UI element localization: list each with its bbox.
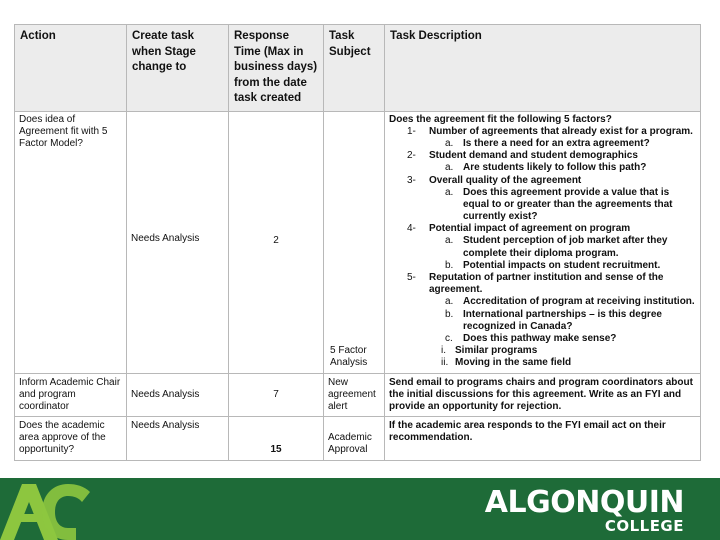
factor-number: 5-	[407, 272, 416, 284]
row1-subject-text: 5 Factor Analysis	[330, 345, 368, 369]
header-task-subject: Task Subject	[324, 25, 385, 112]
pathway-text: Similar programs	[455, 345, 538, 357]
brand-name: ALGONQUIN	[484, 485, 684, 520]
factor-subitem	[445, 162, 696, 174]
row2-description: Send email to programs chairs and program coordinators about the initial discussions for this agreement. Write as an FYI and provide an opportunity for rejection.	[385, 373, 701, 417]
subitem-letter: a.	[445, 235, 454, 247]
factor-sublist	[445, 296, 696, 345]
pathway-number: i.	[441, 345, 446, 357]
ac-logo-icon	[0, 478, 90, 540]
factor-subitem	[445, 187, 696, 224]
factor-subitem	[445, 235, 696, 259]
factor-text: Student demand and student demographics	[429, 150, 638, 162]
factor-sublist	[445, 138, 696, 150]
subitem-letter: a.	[445, 137, 454, 149]
subitem-letter: c.	[445, 332, 453, 344]
subitem-text: Is there a need for an extra agreement?	[463, 137, 650, 149]
subitem-letter: b.	[445, 259, 454, 271]
subitem-letter: a.	[445, 296, 454, 308]
factor-item	[407, 272, 696, 370]
factor-text: Potential impact of agreement on program	[429, 223, 631, 235]
row2-action: Inform Academic Chair and program coordinator	[15, 373, 127, 417]
pathway-sublist	[441, 345, 696, 369]
row3-action: Does the academic area approve of the opportunity?	[15, 417, 127, 461]
factor-list	[407, 126, 696, 370]
row3-subject	[324, 417, 385, 461]
header-task-description: Task Description	[385, 25, 701, 112]
subitem-text: International partnerships – is this degree recognized in Canada?	[463, 308, 662, 332]
row3-stage	[127, 417, 229, 461]
pathway-item	[441, 345, 696, 357]
row3-days	[229, 417, 324, 461]
task-table	[14, 24, 701, 461]
header-create-task: Create task when Stage change to	[127, 25, 229, 112]
row1-description	[385, 111, 701, 373]
subitem-letter: a.	[445, 186, 454, 198]
factor-sublist	[445, 235, 696, 272]
subitem-text: Does this agreement provide a value that is equal to or greater than the agreements that currently exist?	[463, 186, 673, 223]
factor-text: Overall quality of the agreement	[429, 174, 582, 186]
subitem-text: Student perception of job market after they complete their diploma program.	[463, 235, 668, 259]
factor-subitem	[445, 333, 696, 345]
brand-wordmark	[484, 485, 684, 535]
brand-subtitle: COLLEGE	[604, 517, 684, 535]
row1-intro: Does the agreement fit the following 5 factors?	[389, 113, 612, 125]
row1-days-text: 2	[273, 235, 279, 247]
table-row	[15, 111, 701, 373]
row1-action: Does idea of Agreement fit with 5 Factor Model?	[15, 111, 127, 373]
subitem-letter: b.	[445, 308, 454, 320]
row2-days-text: 7	[273, 388, 279, 400]
factor-number: 2-	[407, 150, 416, 162]
row3-stage-text: Needs Analysis	[131, 420, 200, 432]
pathway-text: Moving in the same field	[455, 357, 572, 369]
row1-stage	[127, 111, 229, 373]
row2-stage-text: Needs Analysis	[131, 388, 200, 400]
header-action: Action	[15, 25, 127, 112]
footer-bar	[0, 478, 720, 540]
row2-stage	[127, 373, 229, 417]
row1-days	[229, 111, 324, 373]
factor-number: 4-	[407, 223, 416, 235]
subitem-letter: a.	[445, 162, 454, 174]
row2-subject: New agreement alert	[324, 373, 385, 417]
table-row	[15, 373, 701, 417]
subitem-text: Are students likely to follow this path?	[463, 162, 647, 174]
factor-subitem	[445, 296, 696, 308]
task-table-container	[14, 24, 700, 461]
table-row	[15, 417, 701, 461]
pathway-item	[441, 357, 696, 369]
header-row	[15, 25, 701, 112]
pathway-number: ii.	[441, 357, 449, 369]
row3-description: If the academic area responds to the FYI email act on their recommendation.	[385, 417, 701, 461]
factor-item	[407, 175, 696, 224]
subitem-text: Accreditation of program at receiving institution.	[463, 296, 695, 308]
factor-item	[407, 126, 696, 150]
factor-sublist	[445, 187, 696, 224]
subitem-text: Potential impacts on student recruitment.	[463, 259, 661, 271]
factor-subitem	[445, 138, 696, 150]
factor-sublist	[445, 162, 696, 174]
row3-days-text: 15	[270, 444, 282, 456]
factor-number: 3-	[407, 174, 416, 186]
header-response-time: Response Time (Max in business days) from the date task created	[229, 25, 324, 112]
factor-text: Number of agreements that already exist for a program.	[429, 125, 693, 137]
factor-subitem	[445, 309, 696, 333]
row3-subject-text: Academic Approval	[328, 432, 372, 456]
factor-text: Reputation of partner institution and sense of the agreement.	[429, 272, 664, 296]
row1-subject	[324, 111, 385, 373]
factor-subitem	[445, 260, 696, 272]
factor-item	[407, 223, 696, 272]
factor-item	[407, 150, 696, 174]
subitem-text: Does this pathway make sense?	[463, 332, 617, 344]
row1-stage-text: Needs Analysis	[131, 233, 200, 245]
factor-number: 1-	[407, 125, 416, 137]
row2-days	[229, 373, 324, 417]
